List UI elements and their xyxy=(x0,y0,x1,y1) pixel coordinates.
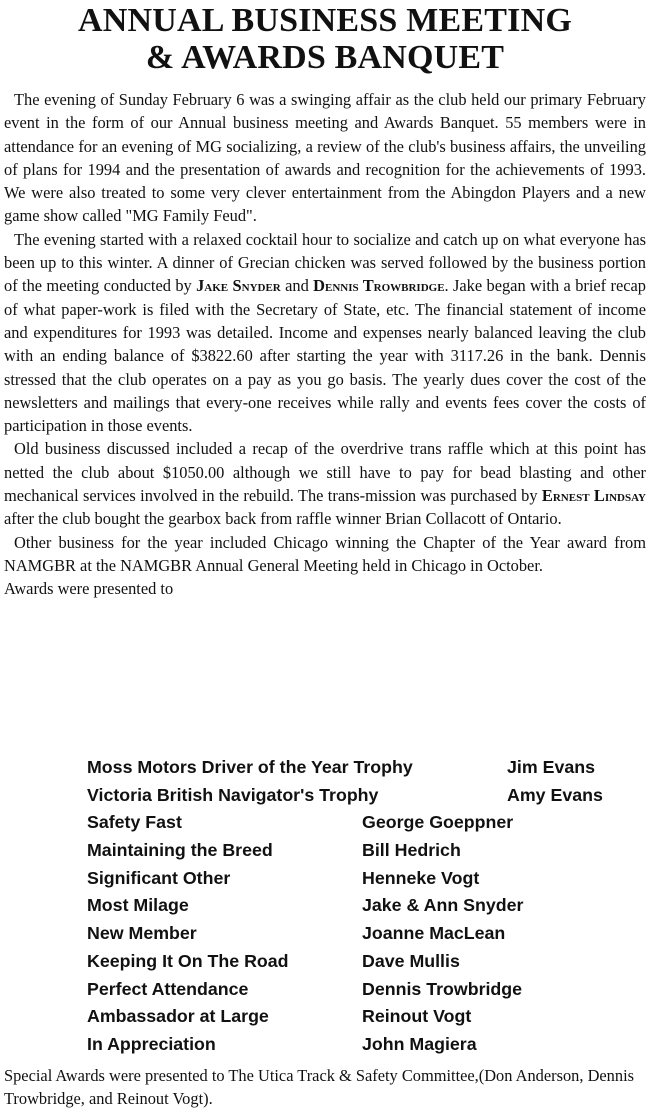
award-row xyxy=(87,920,647,948)
award-row xyxy=(87,865,647,893)
award-name: Victoria British Navigator's Trophy xyxy=(87,784,379,805)
award-recipient: George Goeppner xyxy=(362,812,514,833)
award-row xyxy=(87,837,647,865)
award-recipient: Dave Mullis xyxy=(362,950,460,971)
award-row xyxy=(87,809,647,837)
award-name: Keeping It On The Road xyxy=(87,950,289,971)
award-name: Safety Fast xyxy=(87,812,182,833)
person-name-jake-snyder: Jake Snyder xyxy=(196,276,281,296)
award-row xyxy=(87,1003,647,1031)
paragraph-old-business-text-b: after the club bought the gearbox back from raffle winner Brian Collacott of Ontario. xyxy=(4,509,562,529)
award-name: Most Milage xyxy=(87,895,189,916)
paragraph-business-text-a: The evening started with a relaxed cocktail hour to socialize and catch up on what everyone has been up to this winter. A dinner of Grecian chicken was served followed by the business portion of the meeting conducted by xyxy=(4,229,646,296)
award-name: Maintaining the Breed xyxy=(87,840,273,861)
paragraph-old-business-text-a: Old business discussed included a recap of the overdrive trans raffle which at this point has netted the club about $1050.00 although we still have to pay for bead blasting and other mechanical services involved in the rebuild. The trans-mission was purchased by xyxy=(4,439,646,506)
special-awards-paragraph: Special Awards were presented to The Utica Track & Safety Committee,(Don Anderson, Dennis Trowbridge, and Reinout Vogt). xyxy=(4,1066,635,1108)
award-row xyxy=(87,1031,647,1059)
person-name-ernest-lindsay: Ernest Lindsay xyxy=(541,486,646,506)
award-recipient: Henneke Vogt xyxy=(362,867,480,888)
award-name: Significant Other xyxy=(87,867,231,888)
award-recipient: Bill Hedrich xyxy=(362,840,461,861)
article-title xyxy=(0,0,650,76)
paragraph-business-text-b: and xyxy=(280,276,314,296)
paragraph-old-business xyxy=(4,437,646,530)
article-body xyxy=(4,88,646,601)
award-recipient: Jim Evans xyxy=(507,757,595,777)
award-recipient: John Magiera xyxy=(362,1033,477,1054)
awards-list xyxy=(87,754,647,1059)
paragraph-business-text-c: . Jake began with a brief recap of what paper-work is filed with the Secretary of State, etc. The financial statement of income and expenditures for 1993 was detailed. Income and expenses nearly balanced leaving the club with an ending balance of $3822.60 after starting the year with 3117.26 in the bank. Dennis stressed that the club operates on a pay as you go basis. The yearly dues cover the cost of the newsletters and mailings that every-one receives while rally and events fees cover the costs of participation in those events. xyxy=(4,276,646,436)
award-row xyxy=(87,782,647,810)
award-row xyxy=(87,754,647,782)
paragraph-other-business: Other business for the year included Chicago winning the Chapter of the Year award from NAMGBR at the NAMGBR Annual General Meeting held in Chicago in October. xyxy=(4,532,646,575)
paragraph-business xyxy=(4,228,646,438)
award-recipient: Reinout Vogt xyxy=(362,1006,472,1027)
award-name: Ambassador at Large xyxy=(87,1006,269,1027)
award-row xyxy=(87,892,647,920)
award-name: In Appreciation xyxy=(87,1033,216,1054)
awards-intro: Awards were presented to xyxy=(4,579,174,599)
award-row xyxy=(87,948,647,976)
award-name: New Member xyxy=(87,923,197,944)
person-name-dennis-trowbridge: Dennis Trowbridge xyxy=(313,276,445,296)
title-line-2: & AWARDS BANQUET xyxy=(145,39,505,76)
award-name: Perfect Attendance xyxy=(87,978,249,999)
award-recipient: Dennis Trowbridge xyxy=(362,978,523,999)
award-recipient: Jake & Ann Snyder xyxy=(362,895,524,916)
paragraph-intro: The evening of Sunday February 6 was a swinging affair as the club held our primary February event in the form of our Annual business meeting and Awards Banquet. 55 members were in attendance for an evening of MG socializing, a review of the club's business affairs, the unveiling of plans for 1994 and the presentation of awards and recognition for the achievements of 1993. We were also treated to some very clever entertainment from the Abingdon Players and a new game show called "MG Family Feud". xyxy=(4,90,646,226)
award-name: Moss Motors Driver of the Year Trophy xyxy=(87,757,413,777)
title-line-1: ANNUAL BUSINESS MEETING xyxy=(78,2,572,39)
award-recipient: Amy Evans xyxy=(507,784,603,805)
award-row xyxy=(87,976,647,1004)
award-recipient: Joanne MacLean xyxy=(362,923,506,944)
